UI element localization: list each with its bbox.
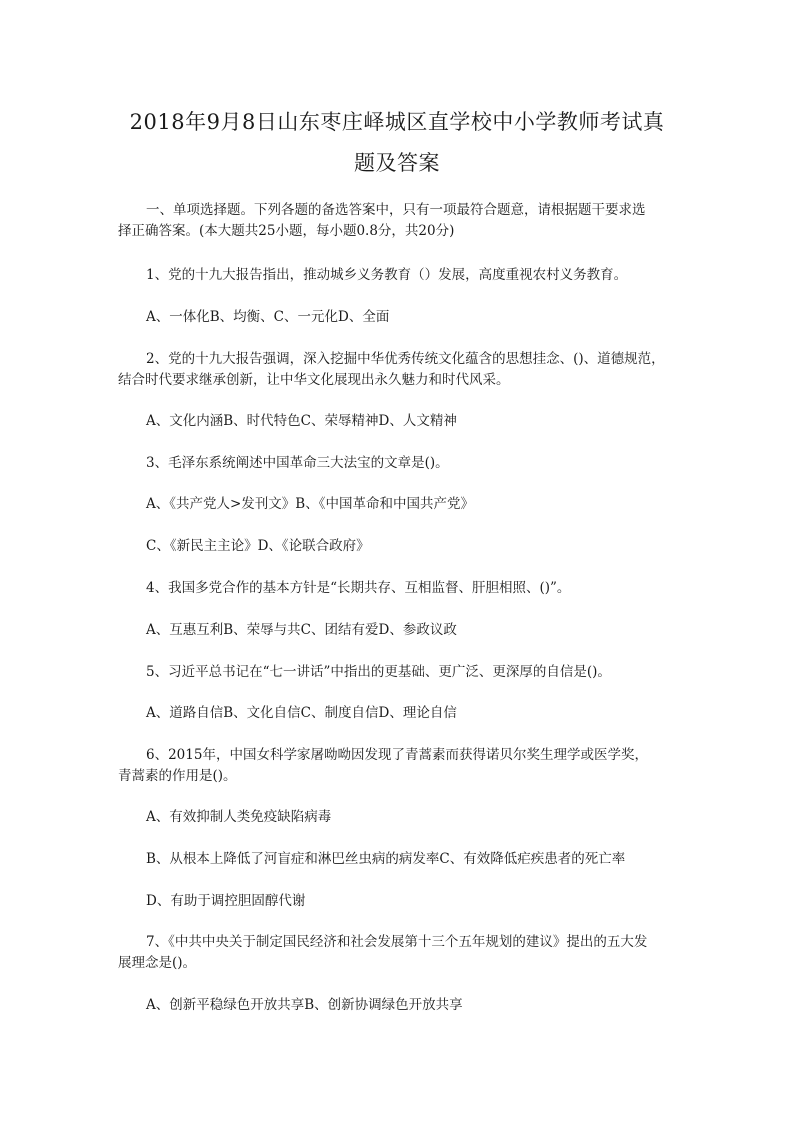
page-title-line-2: 题及答案 <box>354 151 440 175</box>
question-5: 5、习近平总书记在“七一讲话”中指出的更基础、更广泛、更深厚的自信是()。 <box>146 664 611 680</box>
question-6-options-b-c: B、从根本上降低了河盲症和淋巴丝虫病的病发率C、有效降低疟疾患者的死亡率 <box>146 851 626 867</box>
question-3-options-2: C、《新民主主论》D、《论联合政府》 <box>146 538 370 554</box>
question-2-options: A、文化内涵B、时代特色C、荣辱精神D、人文精神 <box>146 413 457 429</box>
question-2-line-2: 结合时代要求继承创新，让中华文化展现出永久魅力和时代风采。 <box>118 372 510 388</box>
page-title-line-1: 2018年9月8日山东枣庄峄城区直学校中小学教师考试真 <box>129 110 665 134</box>
question-2-line-1: 2、党的十九大报告强调，深入挖掘中华优秀传统文化蕴含的思想挂念、()、道德规范， <box>146 351 665 367</box>
intro-line-1: 一、单项选择题。下列各题的备选答案中，只有一项最符合题意，请根据题干要求选 <box>146 202 646 218</box>
question-5-options: A、道路自信B、文化自信C、制度自信D、理论自信 <box>146 705 457 721</box>
question-7-line-2: 展理念是()。 <box>118 955 197 971</box>
intro-line-2: 择正确答案。(本大题共25小题，每小题0.8分，共20分) <box>118 223 455 239</box>
question-6-option-a: A、有效抑制人类免疫缺陷病毒 <box>146 809 332 825</box>
question-6-option-d: D、有助于调控胆固醇代谢 <box>146 893 306 909</box>
question-7-line-1: 7、《中共中央关于制定国民经济和社会发展第十三个五年规划的建议》提出的五大发 <box>146 934 648 950</box>
question-4: 4、我国多党合作的基本方针是“长期共存、互相监督、肝胆相照、()”。 <box>146 580 571 596</box>
question-4-options: A、互惠互利B、荣辱与共C、团结有爱D、参政议政 <box>146 622 457 638</box>
question-7-options: A、创新平稳绿色开放共享B、创新协调绿色开放共享 <box>146 997 463 1013</box>
question-1-options: A、一体化B、均衡、C、一元化D、全面 <box>146 309 390 325</box>
question-6-line-1: 6、2015年，中国女科学家屠呦呦因发现了青蒿素而获得诺贝尔奖生理学或医学奖， <box>146 747 648 763</box>
question-1: 1、党的十九大报告指出，推动城乡义务教育（）发展，高度重视农村义务教育。 <box>146 267 628 283</box>
question-3: 3、毛泽东系统阐述中国革命三大法宝的文章是()。 <box>146 455 449 471</box>
question-6-line-2: 青蒿素的作用是()。 <box>118 768 237 784</box>
question-3-options-1: A、《共产党人>发刊文》B、《中国革命和中国共产党》 <box>146 496 474 512</box>
